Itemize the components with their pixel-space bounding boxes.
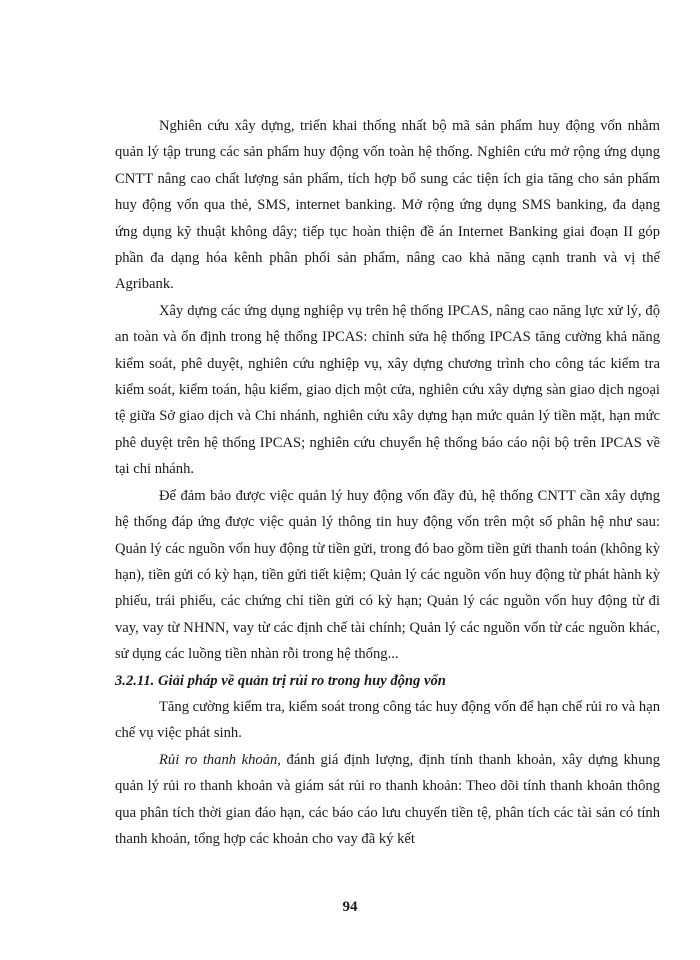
page-number: 94 bbox=[342, 899, 358, 915]
paragraph-liquidity-risk bbox=[115, 747, 660, 853]
paragraph-product-research: Nghiên cứu xây dựng, triển khai thống nhất bộ mã sản phẩm huy động vốn nhằm quản lý tập trung các sản phẩm huy động vốn toàn hệ thống. Nghiên cứu mở rộng ứng dụng CNTT nâng cao chất lượng sản phẩm, tích hợp bổ sung các tiện ích gia tăng cho sản phẩm huy động vốn qua thẻ, SMS, internet banking. Mở rộng ứng dụng SMS banking, đa dạng ứng dụng kỹ thuật không dây; tiếp tục hoàn thiện đề án Internet Banking giai đoạn II góp phần đa dạng hóa kênh phân phối sản phẩm, nâng cao khả năng cạnh tranh và vị thế Agribank. bbox=[115, 118, 660, 293]
page-body bbox=[115, 113, 660, 852]
paragraph-capital-management: Để đảm bảo được việc quản lý huy động vốn đầy đủ, hệ thống CNTT cần xây dựng hệ thống đáp ứng được việc quản lý thông tin huy động vốn trên một số phân hệ như sau: Quản lý các nguồn vốn huy động từ tiền gửi, trong đó bao gồm tiền gửi thanh toán (không kỳ hạn), tiền gửi có kỳ hạn, tiền gửi tiết kiệm; Quản lý các nguồn vốn huy động từ phát hành kỳ phiếu, trái phiếu, các chứng chỉ tiền gửi có kỳ hạn; Quản lý các nguồn vốn huy động từ đi vay, vay từ NHNN, vay từ các định chế tài chính; Quản lý các nguồn vốn từ các nguồn khác, sử dụng các luồng tiền nhàn rỗi trong hệ thống... bbox=[115, 487, 660, 663]
paragraph-ipcas-applications: Xây dựng các ứng dụng nghiệp vụ trên hệ thống IPCAS, nâng cao năng lực xử lý, độ an toàn và ổn định trong hệ thống IPCAS: chỉnh sửa hệ thống IPCAS tăng cường khả năng kiểm soát, phê duyệt, nghiên cứu nghiệp vụ, xây dựng chương trình cho công tác kiểm tra kiểm soát, kiểm toán, hậu kiểm, giao dịch một cửa, nghiên cứu xây dựng sàn giao dịch ngoại tệ giữa Sở giao dịch và Chi nhánh, nghiên cứu xây dựng hạn mức quản lý tiền mặt, hạn mức phê duyệt trên hệ thống IPCAS; nghiên cứu chuyển hệ thống báo cáo nội bộ trên IPCAS về tại chi nhánh. bbox=[115, 302, 660, 478]
liquidity-risk-text: đánh giá định lượng, định tính thanh khoản, xây dựng khung quản lý rủi ro thanh khoản và giám sát rủi ro thanh khoản: Theo dõi tính thanh khoản thông qua phân tích thời gian đáo hạn, các báo cáo lưu chuyển tiền tệ, phân tích các tài sản có tính thanh khoản, tổng hợp các khoản cho vay đã ký kết bbox=[115, 751, 660, 847]
liquidity-risk-lead: Rủi ro thanh khoản, bbox=[159, 751, 281, 768]
paragraph-inspection: Tăng cường kiểm tra, kiểm soát trong công tác huy động vốn để hạn chế rủi ro và hạn chế vụ việc phát sinh. bbox=[115, 698, 660, 742]
section-heading: 3.2.11. Giải pháp về quản trị rủi ro trong huy động vốn bbox=[115, 672, 446, 689]
